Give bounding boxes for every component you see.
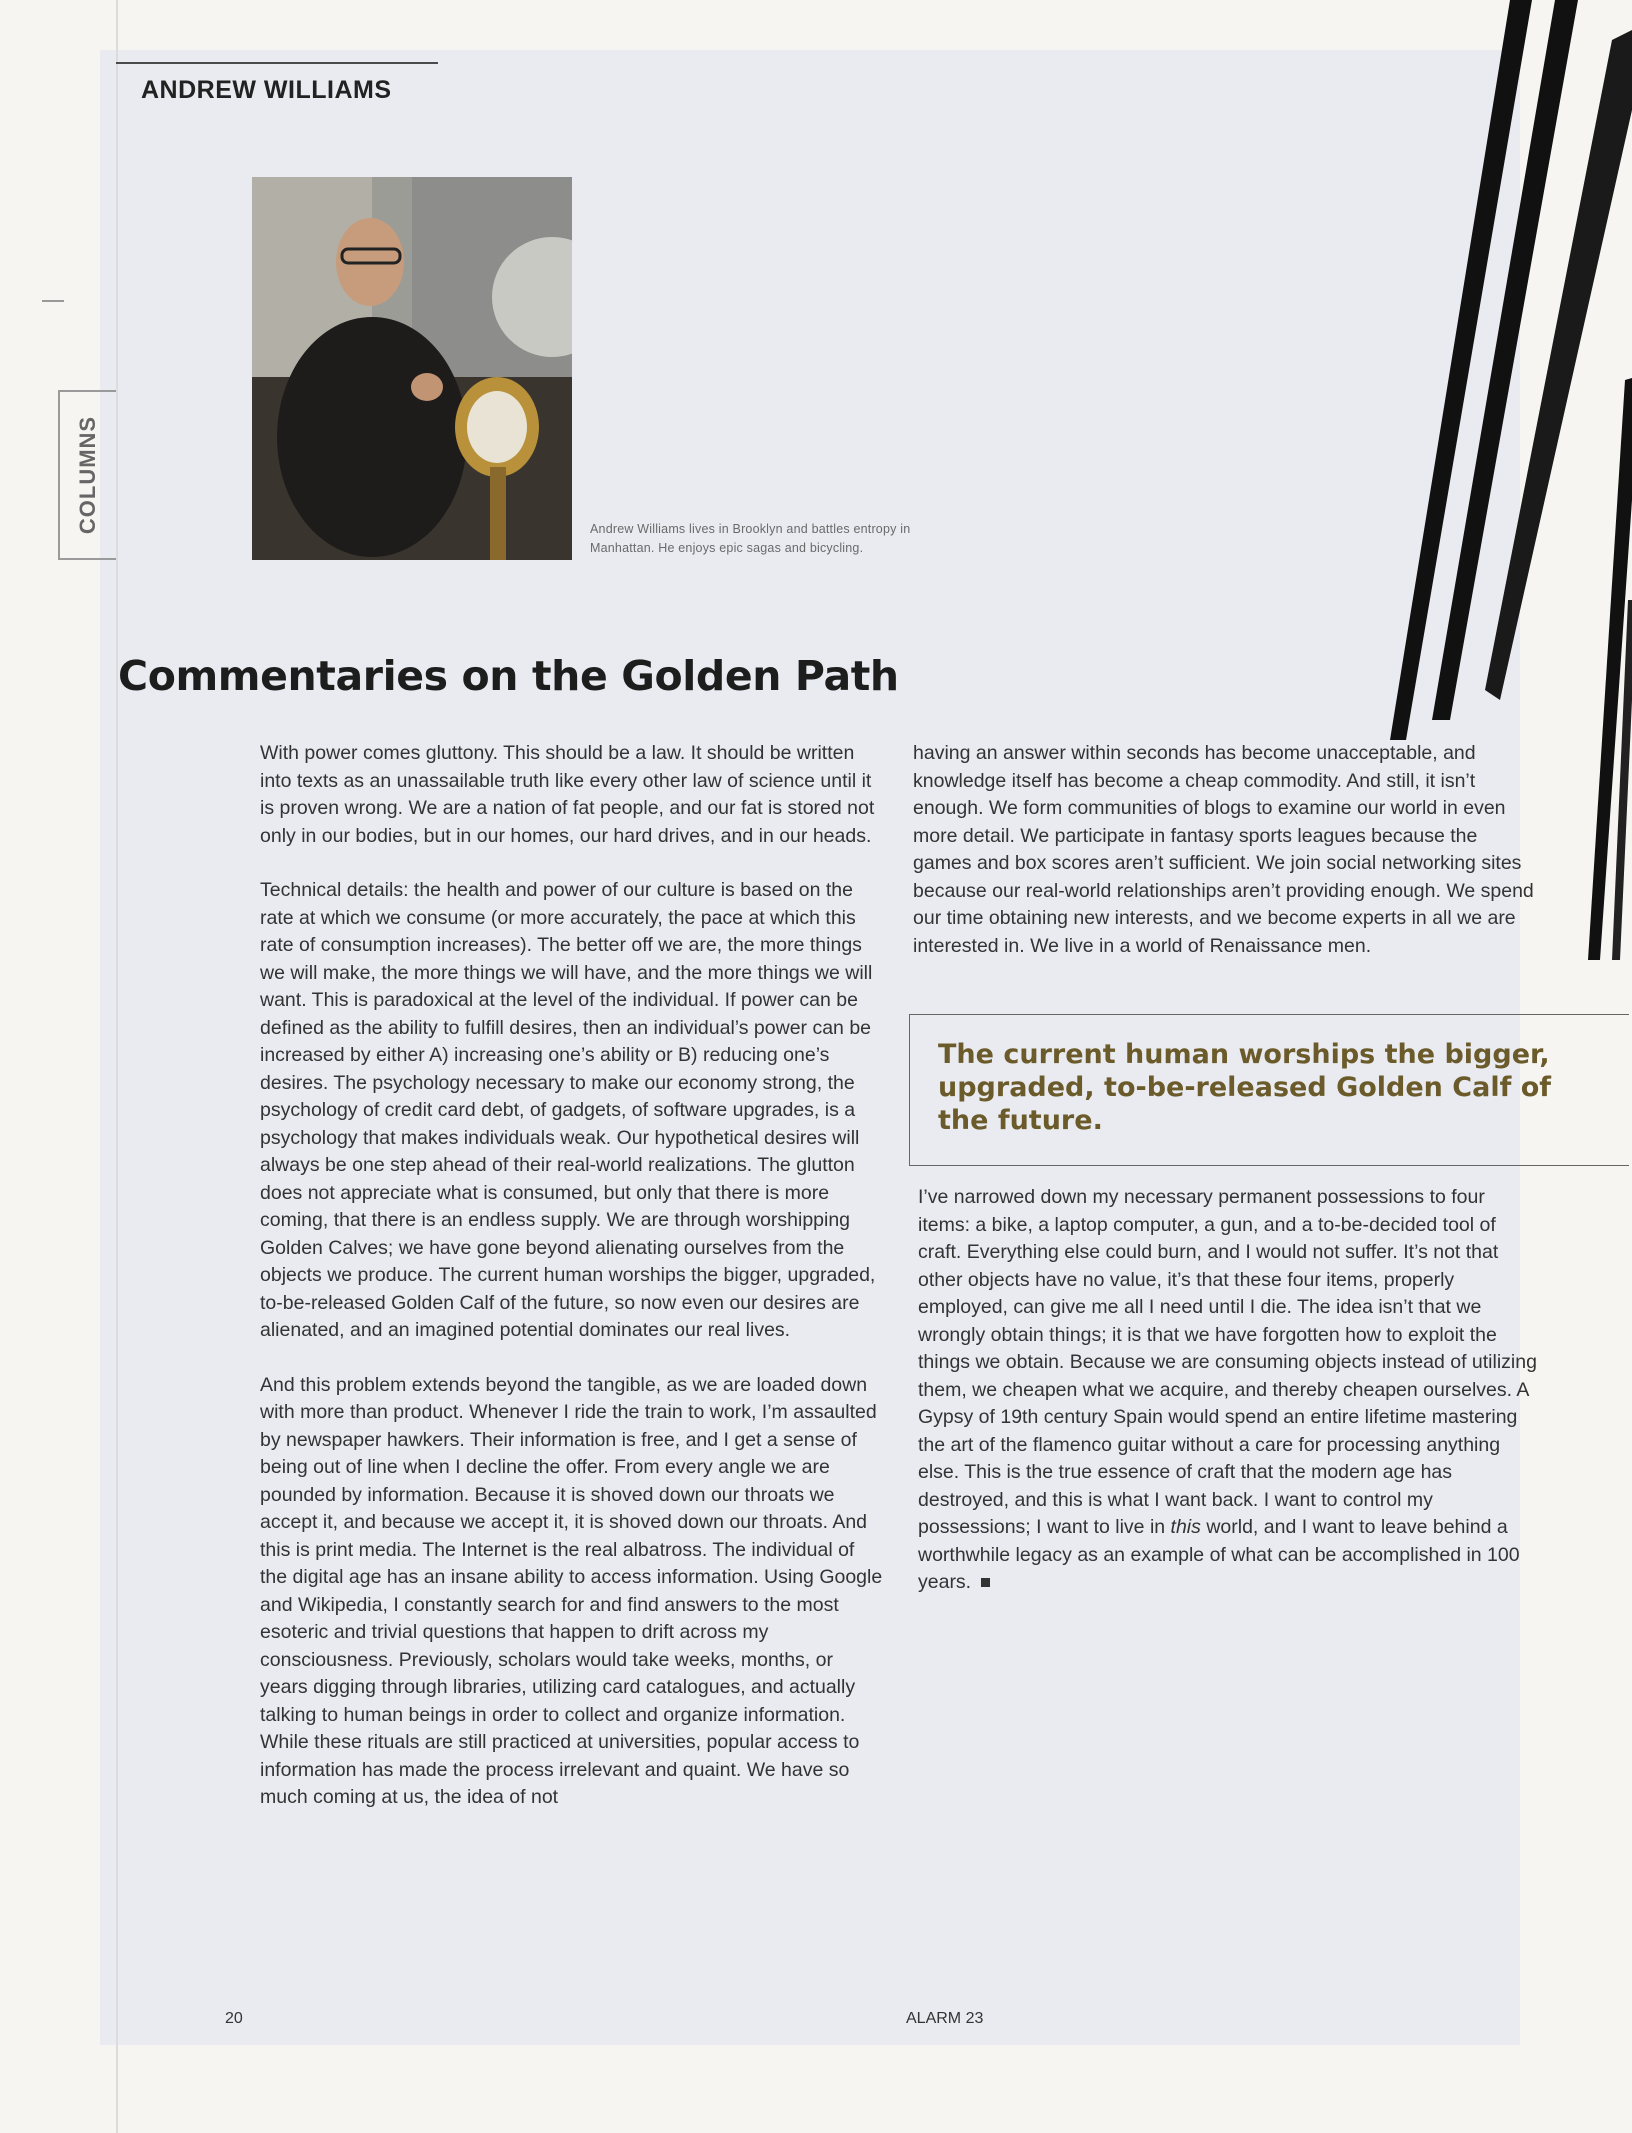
header-rule [116, 62, 438, 64]
page-number: 20 [225, 2010, 243, 2027]
photo-caption [590, 520, 930, 558]
crop-mark [42, 300, 64, 302]
article-column-right-lower [918, 1184, 1538, 1597]
italic-word: this [1170, 1516, 1201, 1538]
paragraph: Technical details: the health and power of our culture is based on the rate at which we consume (or more accurately, the pace at which this rate of consumption increases). The better off we are, the more things we will make, the more things we will have, and the more things we will want. This is paradoxical at the level of the individual. If power can be defined as the ability to fulfill desires, then an individual’s power can be increased by either A) increasing one’s ability or B) reducing one’s desires. The psychology necessary to make our economy strong, the psychology of credit card debt, of gadgets, of software upgrades, is a psychology that makes individuals weak. Our hypothetical desires will always be one step ahead of their real-world realizations. The glutton does not appreciate what is consumed, but only that there is more coming, that there is an endless supply. We are through worshipping Golden Calves; we have gone beyond alienating ourselves from the objects we produce. The current human worships the bigger, upgraded, to-be-released Golden Calf of the future, so now even our desires are alienated, and an imagined potential dominates our real lives. [260, 879, 876, 1341]
author-name: ANDREW WILLIAMS [141, 76, 392, 104]
caption-line-1: Andrew Williams lives in Brooklyn and battles entropy in [590, 522, 911, 536]
article-title: Commentaries on the Golden Path [118, 652, 899, 700]
paragraph-text: I’ve narrowed down my necessary permanent possessions to four items: a bike, a laptop computer, a gun, and a to-be-decided tool of craft. Everything else could burn, and I would not suffer. It’s not that other objects have no value, it’s that these four items, properly employed, can give me all I need until I die. The idea isn’t that we wrongly obtain things; it is that we have forgotten how to exploit the things we obtain. Because we are consuming objects instead of utilizing them, we cheapen what we acquire, and thereby cheapen ourselves. A Gypsy of 19th century Spain would spend an entire lifetime mastering the art of the flamenco guitar without a care for processing anything else. This is the true essence of craft that the modern age has destroyed, and this is what I want back. I want to control my possessions; I want to live in [918, 1186, 1537, 1538]
paragraph: having an answer within seconds has become unacceptable, and knowledge itself has become a cheap commodity. And still, it isn’t enough. We form communities of blogs to examine our world in even more detail. We participate in fantasy sports leagues because the games and box scores aren’t sufficient. We join social networking sites because our real-world relationships aren’t providing enough. We spend our time obtaining new interests, and we become experts in all we are interested in. We live in a world of Renaissance men. [913, 742, 1534, 957]
caption-line-2: Manhattan. He enjoys epic sagas and bicycling. [590, 541, 864, 555]
paragraph: And this problem extends beyond the tangible, as we are loaded down with more than product. Whenever I ride the train to work, I’m assaulted by newspaper hawkers. Their information is free, and I get a sense of being out of line when I decline the offer. From every angle we are pounded by information. Because it is shoved down our throats we accept it, and because we accept it, it is shoved down our throats. And this is print media. The Internet is the real albatross. The individual of the digital age has an insane ability to access information. Using Google and Wikipedia, I constantly search for and find answers to the most esoteric and trivial questions that happen to drift across my consciousness. Previously, scholars would take weeks, months, or years digging through libraries, utilizing card catalogues, and actually talking to human beings in order to collect and organize information. While these rituals are still practiced at universities, popular access to information has made the process irrelevant and quaint. We have so much coming at us, the idea of not [260, 1373, 883, 1808]
issue-label: ALARM 23 [906, 2010, 984, 2027]
article-column-right [913, 740, 1538, 960]
paragraph: With power comes gluttony. This should be a law. It should be written into texts as an unassailable truth like every other law of science until it is proven wrong. We are a nation of fat people, and our fat is stored not only in our bodies, but in our homes, our hard drives, and in our heads. [260, 742, 875, 847]
paragraph-text: world, and I want to leave behind a worthwhile legacy as an example of what can be accomplished in 100 years. [918, 1516, 1520, 1593]
author-photo [252, 177, 572, 560]
article-column-left [260, 740, 885, 1812]
margin-rule [116, 0, 118, 2133]
section-label: COLUMNS [75, 415, 100, 535]
pullquote: The current human worships the bigger, upgraded, to-be-released Golden Calf of the future. [938, 1039, 1552, 1136]
end-mark-icon [981, 1578, 990, 1587]
paragraph [918, 1184, 1538, 1597]
